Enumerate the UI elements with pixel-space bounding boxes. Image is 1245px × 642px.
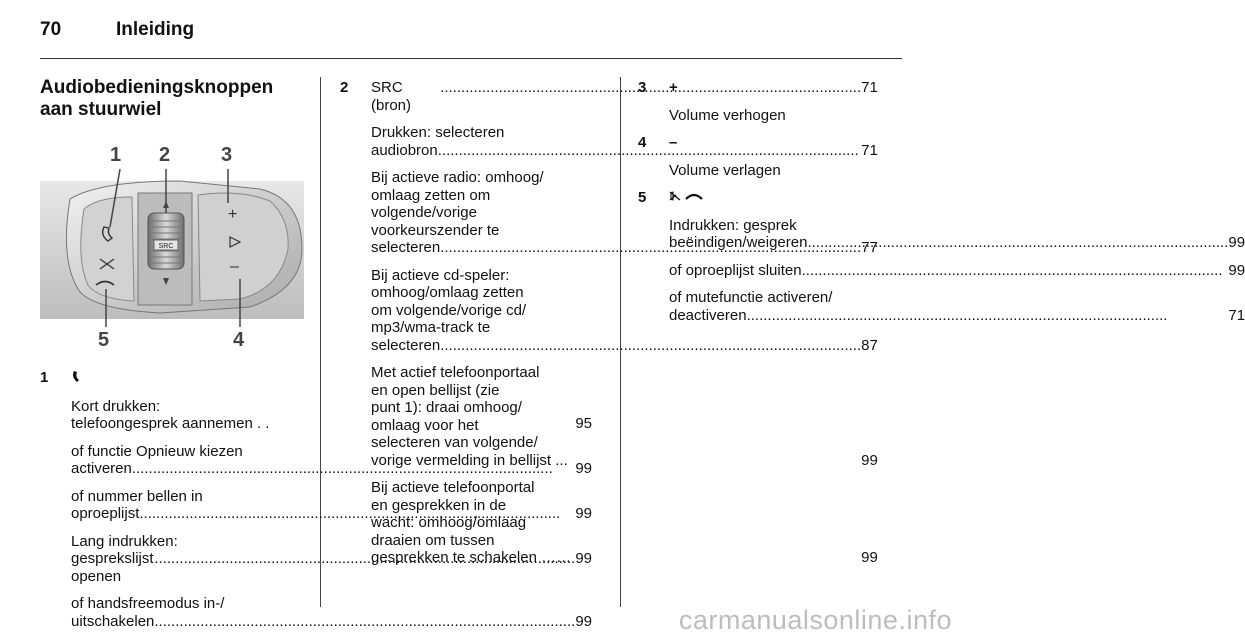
reference-label: activeren <box>71 460 132 477</box>
entry-text-line: Kort drukken: <box>71 397 161 415</box>
entry-item <box>669 262 1245 280</box>
page-number-link: 87 <box>861 336 878 354</box>
entry-item <box>669 289 1245 324</box>
callout-1: 1 <box>110 144 122 166</box>
leader-dots <box>807 234 1228 252</box>
entry-item <box>669 107 900 125</box>
entry-item <box>669 162 900 180</box>
reference-label: oproeplijst <box>71 505 140 522</box>
page-number-link: 99 <box>861 549 878 566</box>
entry-text-line: of handsfreemodus in-/ <box>71 595 225 612</box>
page-number-link: 99 <box>1228 234 1245 251</box>
callout-5: 5 <box>98 329 110 351</box>
header-rule <box>40 58 902 59</box>
entry-text-line: draaien om tussen <box>371 531 495 549</box>
entry-text-line: punt 1): draai omhoog/ <box>371 399 522 416</box>
section-title: Audiobedieningsknoppen aan stuurwiel <box>40 77 274 120</box>
entry-number: 5 <box>638 189 647 206</box>
page-number-link: 99 <box>575 612 592 630</box>
entry-text-line: of nummer bellen in <box>71 487 203 505</box>
entry-text-line: omlaag zetten om <box>371 186 491 204</box>
entry-text: Volume verhogen <box>669 106 786 124</box>
entry-heading <box>669 189 1245 207</box>
page-number-link: 71 <box>861 79 878 96</box>
watermark: carmanualsonline.info <box>678 605 952 635</box>
entry-text-line: of mutefunctie activeren/ <box>669 289 833 306</box>
page-reference <box>371 452 878 470</box>
entry-body <box>669 79 900 124</box>
reference-label: selecteren <box>371 239 441 256</box>
entry-item <box>669 217 1245 252</box>
page-reference <box>669 234 1245 252</box>
entry-heading <box>669 134 900 152</box>
entry-symbol: + <box>669 79 678 96</box>
entry-5 <box>638 189 1245 324</box>
reference-label: selecteren <box>371 336 441 354</box>
callout-2: 2 <box>159 144 171 166</box>
leader-dots <box>802 262 1229 280</box>
entry-text-line: Bij actieve cd-speler: <box>371 266 510 284</box>
entry-text-line: mp3/wma-track te <box>371 319 491 336</box>
reference-label: telefoongesprek aannemen . . <box>71 415 270 432</box>
entry-text-line: wacht: omhoog/omlaag <box>371 514 527 531</box>
hangup-icon <box>685 189 703 207</box>
entry-number: 2 <box>340 79 349 96</box>
entry-item <box>71 595 592 630</box>
plus-symbol: + <box>228 206 238 223</box>
entry-text-line: omhoog/omlaag zetten <box>371 284 524 301</box>
entry-text: Volume verlagen <box>669 161 781 179</box>
entry-3 <box>638 79 900 124</box>
page-number-link: 99 <box>575 550 592 567</box>
phone-icon <box>71 369 83 388</box>
entry-symbol: – <box>669 134 678 151</box>
page-number-link: 99 <box>575 460 592 477</box>
page-number-link: 77 <box>861 239 878 256</box>
entry-text-line: omlaag voor het <box>371 416 479 434</box>
reference-label: gesprekslijst openen <box>71 550 154 585</box>
chapter-title: Inleiding <box>116 19 195 40</box>
entry-text-line: volgende/vorige <box>371 204 477 221</box>
entry-body <box>669 134 900 179</box>
entry-text-line: Drukken: selecteren <box>371 124 505 141</box>
mute-icon <box>669 189 681 207</box>
entry-text-line: selecteren van volgende/ <box>371 434 538 451</box>
leader-dots <box>747 307 1229 325</box>
page-reference <box>669 307 1245 325</box>
page-number-link: 71 <box>1228 306 1245 324</box>
callout-3: 3 <box>221 144 233 166</box>
callout-4: 4 <box>233 329 245 351</box>
entry-body <box>669 189 1245 324</box>
page-number-link: 99 <box>1228 261 1245 279</box>
right-entries <box>638 79 1245 324</box>
entry-text-line: Indrukken: gesprek <box>669 216 797 234</box>
entry-number: 1 <box>40 369 49 386</box>
steering-wheel-controls-figure <box>40 139 304 349</box>
leader-dots <box>568 452 861 470</box>
reference-label: uitschakelen <box>71 612 155 630</box>
entry-text-line: Bij actieve radio: omhoog/ <box>371 169 544 186</box>
leader-dots <box>440 337 861 355</box>
entry-text-line: of functie Opnieuw kiezen <box>71 442 243 460</box>
minus-symbol: – <box>230 258 239 275</box>
entry-text-line: Lang indrukken: <box>71 532 178 550</box>
entry-text-line: en open bellijst (zie <box>371 381 500 399</box>
page-number-link: 99 <box>861 451 878 469</box>
controls-illustration <box>40 139 304 349</box>
right-column <box>638 77 1245 324</box>
entry-number: 4 <box>638 134 647 151</box>
page-reference <box>371 549 878 567</box>
page-number: 70 <box>40 19 62 40</box>
entry-text-line: voorkeurszender te <box>371 221 500 239</box>
entry-text-line: om volgende/vorige cd/ <box>371 301 527 319</box>
entry-heading <box>669 79 900 97</box>
entry-text-line: Bij actieve telefoonportal <box>371 479 535 496</box>
page-header <box>40 19 194 41</box>
page-number-link: 99 <box>575 505 592 522</box>
reference-label: of oproeplijst sluiten <box>669 261 802 279</box>
entry-number: 3 <box>638 79 647 96</box>
reference-label: gesprekken te schakelen …… <box>371 549 572 566</box>
entry-item <box>371 479 878 567</box>
reference-label: audiobron <box>371 141 438 159</box>
entry-text-line: en gesprekken in de <box>371 496 507 514</box>
entry-4 <box>638 134 900 179</box>
reference-label: deactiveren <box>669 306 747 324</box>
reference-label: SRC (bron) <box>371 79 412 114</box>
page-number-link: 95 <box>575 415 592 432</box>
entry-item <box>371 364 878 469</box>
entry-text-line: Met actief telefoonportaal <box>371 364 540 381</box>
src-label: SRC <box>158 243 174 250</box>
page-number-link: 71 <box>861 141 878 159</box>
reference-label: vorige vermelding in bellijst ... <box>371 451 568 469</box>
page-reference <box>669 262 1245 280</box>
reference-label: beëindigen/weigeren <box>669 234 808 251</box>
leader-dots <box>154 613 575 631</box>
page-reference <box>71 613 592 631</box>
leader-dots <box>571 549 861 567</box>
page-reference <box>371 337 878 355</box>
